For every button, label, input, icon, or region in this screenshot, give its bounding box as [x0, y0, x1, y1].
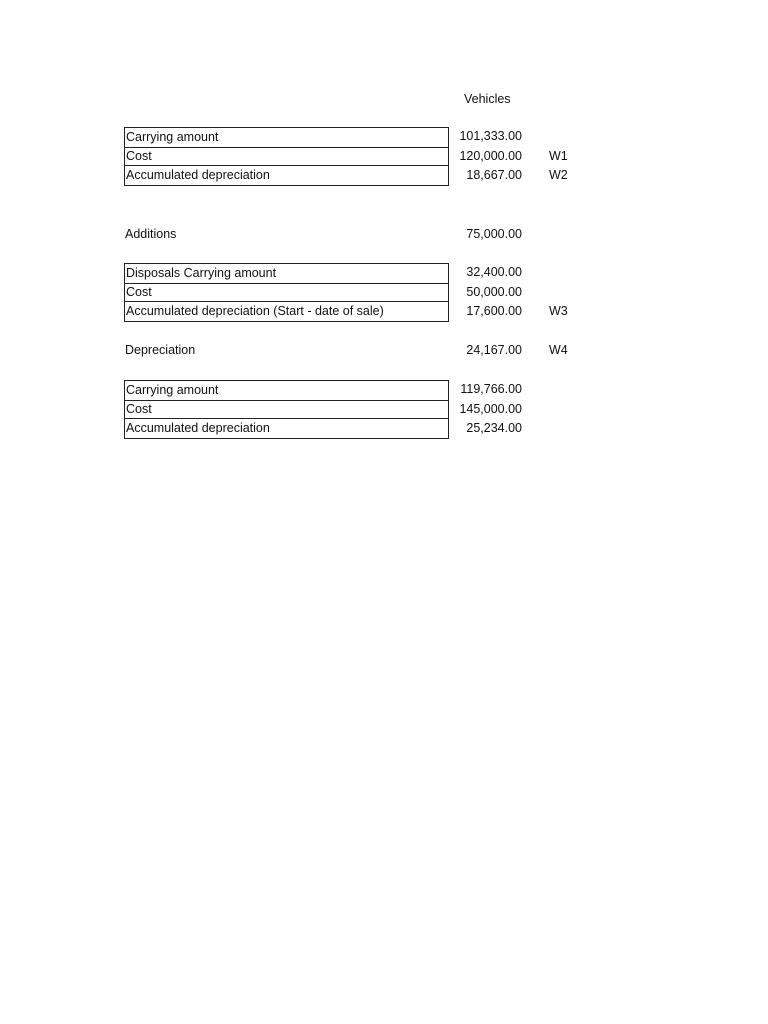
row-amount: 32,400.00: [466, 265, 522, 279]
row-label: Cost: [124, 400, 449, 420]
row-amount: 17,600.00: [466, 304, 522, 318]
row-label: Depreciation: [125, 343, 196, 357]
row-label: Carrying amount: [124, 380, 449, 401]
working-ref: W3: [549, 304, 568, 318]
row-label: Accumulated depreciation: [124, 419, 449, 439]
working-ref: W2: [549, 168, 568, 182]
row-label: Additions: [125, 227, 177, 241]
row-amount: 145,000.00: [459, 401, 522, 416]
row-amount: 101,333.00: [459, 129, 522, 143]
row-label: Cost: [124, 283, 449, 303]
row-amount: 25,234.00: [466, 421, 522, 435]
column-header-vehicles: Vehicles: [464, 92, 511, 106]
row-amount: 18,667.00: [466, 168, 522, 182]
working-ref: W4: [549, 343, 568, 357]
row-label: Cost: [124, 147, 449, 167]
row-amount: 24,167.00: [466, 343, 522, 357]
row-amount: 120,000.00: [459, 148, 522, 163]
row-label: Disposals Carrying amount: [124, 263, 449, 284]
row-amount: 50,000.00: [466, 284, 522, 299]
row-amount: 119,766.00: [460, 382, 522, 396]
row-label: Carrying amount: [124, 127, 449, 148]
row-amount: 75,000.00: [466, 227, 522, 241]
row-label: Accumulated depreciation: [124, 166, 449, 186]
working-ref: W1: [549, 148, 568, 163]
row-label: Accumulated depreciation (Start - date of sale): [124, 302, 449, 322]
